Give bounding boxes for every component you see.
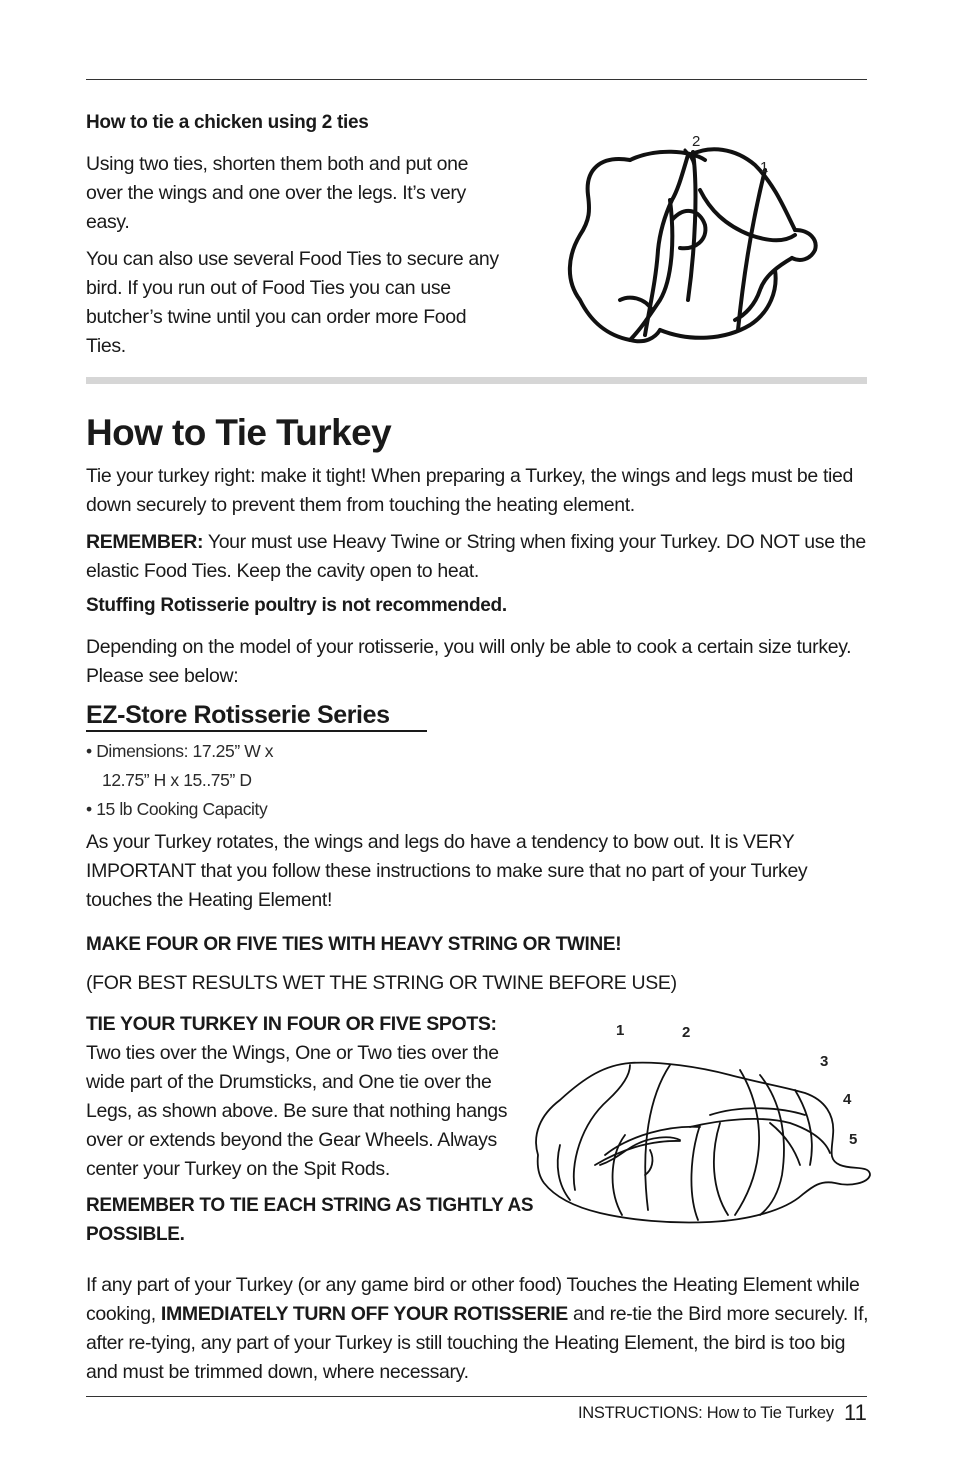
- remember-note: [86, 528, 866, 586]
- page-number: 11: [844, 1400, 867, 1425]
- footer-section-label: INSTRUCTIONS: How to Tie Turkey: [578, 1404, 834, 1422]
- turkey-label-4: 4: [843, 1091, 852, 1108]
- spec-dimensions-line2: 12.75” H x 15..75” D: [102, 770, 252, 790]
- chicken-label-1: 1: [760, 159, 769, 176]
- spec-dimensions-line1: • Dimensions: 17.25” W x: [86, 741, 274, 761]
- turkey-label-3: 3: [820, 1053, 829, 1070]
- model-size-note: Depending on the model of your rotisserie, you will only be able to cook a certain size turkey. Please see below:: [86, 636, 852, 687]
- chicken-paragraph-1: Using two ties, shorten them both and put one over the wings and one over the legs. It’s very easy.: [86, 153, 469, 233]
- turkey-label-5: 5: [849, 1131, 858, 1148]
- tie-tightly-note: REMEMBER TO TIE EACH STRING AS TIGHTLY AS POSSIBLE.: [86, 1195, 534, 1245]
- warning-bold: IMMEDIATELY TURN OFF YOUR ROTISSERIE: [160, 1303, 568, 1325]
- turkey-tie-illustration: [530, 1015, 875, 1230]
- chicken-heading: How to tie a chicken using 2 ties: [86, 112, 369, 133]
- footer-divider: [86, 1396, 867, 1397]
- remember-label: REMEMBER:: [86, 531, 204, 553]
- top-divider: [86, 79, 867, 80]
- turkey-label-1: 1: [616, 1022, 625, 1039]
- remember-text: Your must use Heavy Twine or String when fixing your Turkey. DO NOT use the elastic Food Ties. Keep the cavity open to heat.: [86, 531, 866, 582]
- series-specs: [86, 737, 273, 824]
- warning-part-2: and re-tie the Bird more securely. If, after re-tying, any part of your Turkey is still touching the Heating Element, the bird is too big and must be trimmed down, where necessary.: [86, 1303, 869, 1383]
- chicken-label-2: 2: [692, 133, 701, 150]
- warning-part-1: If any part of your Turkey (or any game bird or other food) Touches the Heating Element while cooking,: [86, 1274, 860, 1325]
- tie-spots-instructions: [86, 1010, 536, 1184]
- best-results-note: (FOR BEST RESULTS WET THE STRING OR TWINE BEFORE USE): [86, 972, 677, 994]
- rotation-warning: As your Turkey rotates, the wings and legs do have a tendency to bow out. It is VERY IMPORTANT that you follow these instructions to make sure that no part of your Turkey touches the Heating Element!: [86, 831, 808, 911]
- tie-spots-label: TIE YOUR TURKEY IN FOUR OR FIVE SPOTS:: [86, 1013, 497, 1035]
- chicken-paragraph-2: You can also use several Food Ties to secure any bird. If you run out of Food Ties you can use butcher’s twine until you can order more Food Ties.: [86, 248, 499, 357]
- spec-capacity: • 15 lb Cooking Capacity: [86, 799, 268, 819]
- turkey-label-2: 2: [682, 1024, 691, 1041]
- tie-spots-text: Two ties over the Wings, One or Two ties over the wide part of the Drumsticks, and One tie over the Legs, as shown above. Be sure that nothing hangs over or extends beyond the Gear Wheels. Always center your Turkey on the Spit Rods.: [86, 1042, 508, 1180]
- chicken-tie-illustration: [560, 130, 825, 355]
- make-ties-heading: MAKE FOUR OR FIVE TIES WITH HEAVY STRING OR TWINE!: [86, 934, 622, 955]
- series-heading: EZ-Store Rotisserie Series: [86, 700, 427, 732]
- section-divider: [86, 377, 867, 384]
- page-title: How to Tie Turkey: [86, 412, 392, 453]
- heating-element-warning: [86, 1271, 876, 1387]
- stuffing-note: Stuffing Rotisserie poultry is not recommended.: [86, 595, 507, 616]
- turkey-intro: Tie your turkey right: make it tight! When preparing a Turkey, the wings and legs must be tied down securely to prevent them from touching the heating element.: [86, 465, 853, 516]
